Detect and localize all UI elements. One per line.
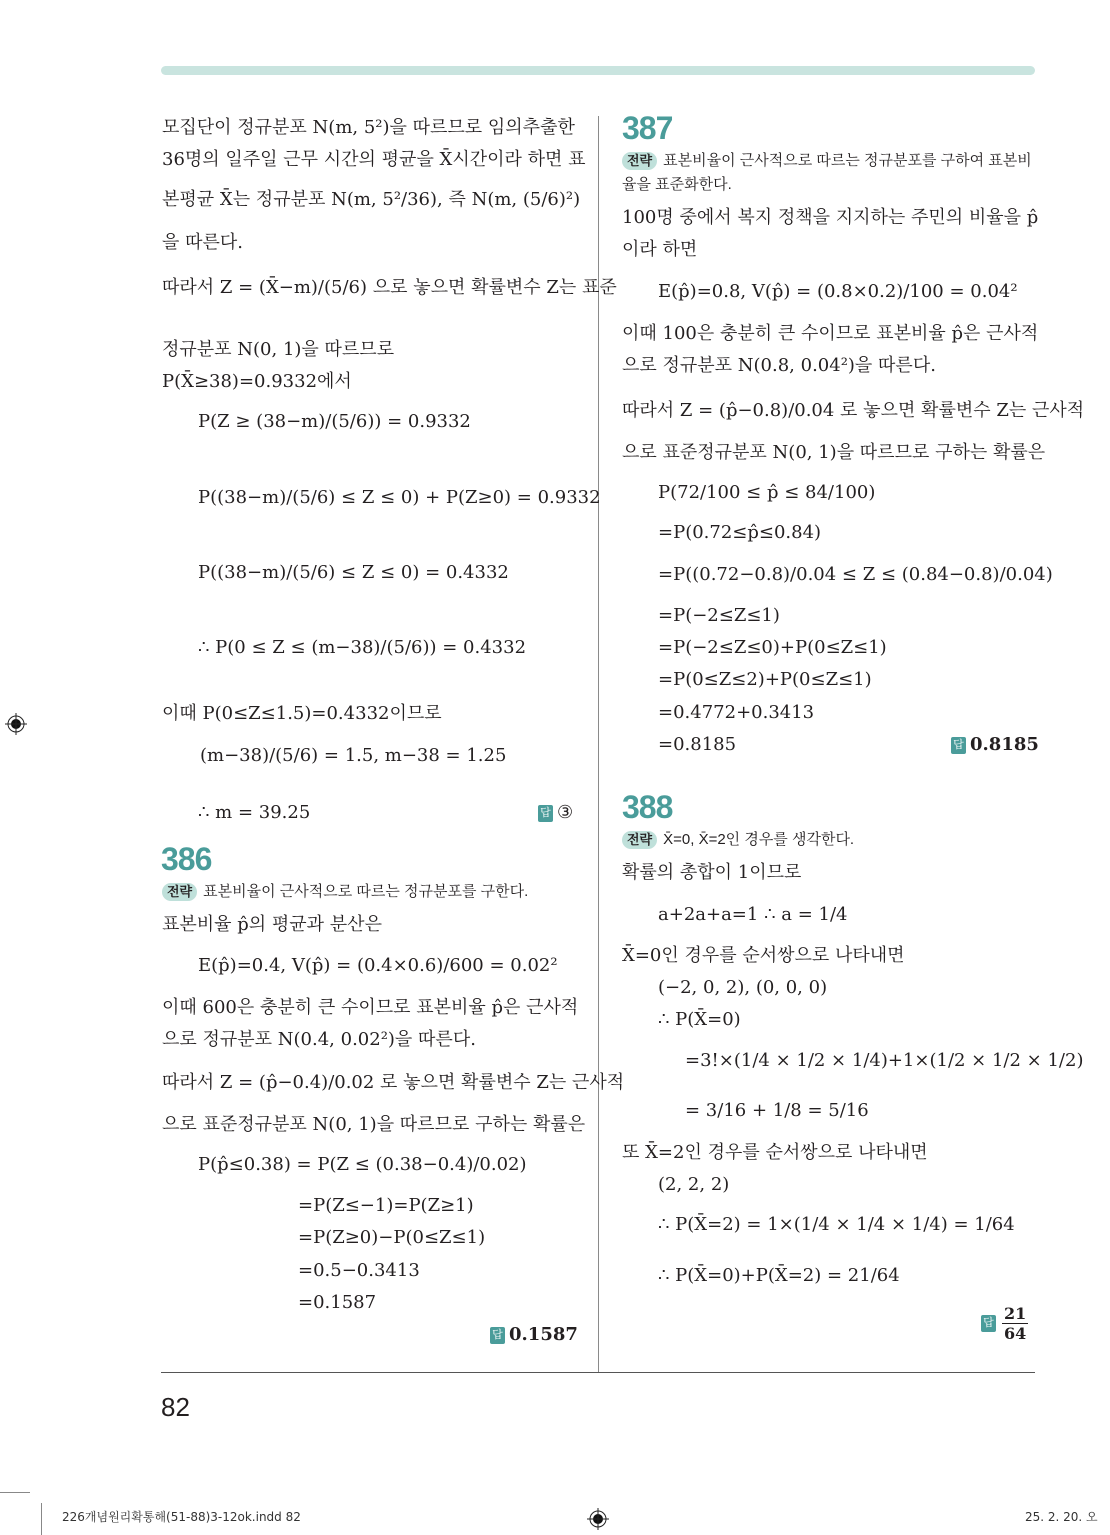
equation-line: (2, 2, 2): [658, 1174, 730, 1195]
equation-line: = 3/16 + 1/8 = 5/16: [685, 1100, 869, 1121]
equation-line: =0.5−0.3413: [298, 1260, 420, 1281]
answer-value: ③: [557, 802, 574, 823]
strategy-387: [622, 150, 1032, 172]
equation-line: =0.4772+0.3413: [658, 702, 815, 723]
equation-line: P((38−m)/(5/6) ≤ Z ≤ 0) + P(Z≥0) = 0.9332: [198, 487, 601, 508]
strategy-tag: 전략: [622, 831, 657, 849]
text-line: 또 X̄=2인 경우를 순서쌍으로 나타내면: [622, 1142, 928, 1163]
equation-line: =P(Z≥0)−P(0≤Z≤1): [298, 1227, 486, 1248]
answer-label-icon: 답: [981, 1315, 996, 1332]
equation-line: (−2, 0, 2), (0, 0, 0): [658, 977, 828, 998]
strategy-387-cont: 율을 표준화한다.: [622, 176, 732, 193]
equation-line: ∴ P(X̄=0): [658, 1009, 741, 1030]
footer-filename: 226개념원리확통해(51-88)3-12ok.indd 82: [62, 1510, 301, 1524]
text-line: 으로 표준정규분포 N(0, 1)을 따르므로 구하는 확률은: [162, 1114, 586, 1135]
text-line: 36명의 일주일 근무 시간의 평균을 X̄시간이라 하면 표: [162, 149, 586, 170]
equation-line: =P(Z≤−1)=P(Z≥1): [298, 1195, 474, 1216]
equation-line: P((38−m)/(5/6) ≤ Z ≤ 0) = 0.4332: [198, 562, 509, 583]
text-line: 모집단이 정규분포 N(m, 5²)을 따르므로 임의추출한: [162, 117, 575, 138]
equation-line: =P(0.72≤p̂≤0.84): [658, 522, 822, 543]
answer-label-icon: 답: [538, 805, 553, 822]
top-decorative-bar: [161, 66, 1035, 75]
answer-385: [538, 801, 573, 825]
text-line: 으로 표준정규분포 N(0, 1)을 따르므로 구하는 확률은: [622, 442, 1046, 463]
equation-line: P(72/100 ≤ p̂ ≤ 84/100): [658, 482, 876, 503]
equation-line: ∴ P(0 ≤ Z ≤ (m−38)/(5/6)) = 0.4332: [198, 637, 527, 658]
strategy-text: 표본비율이 근사적으로 따르는 정규분포를 구하여 표본비: [663, 152, 1032, 169]
equation-line: ∴ P(X̄=2) = 1×(1/4 × 1/4 × 1/4) = 1/64: [658, 1214, 1015, 1235]
text-line: 확률의 총합이 1이므로: [622, 862, 802, 883]
text-line: 으로 정규분포 N(0.8, 0.04²)을 따른다.: [622, 355, 936, 376]
equation-line: =P(0≤Z≤2)+P(0≤Z≤1): [658, 669, 872, 690]
text-line: 100명 중에서 복지 정책을 지지하는 주민의 비율을 p̂: [622, 207, 1039, 228]
problem-number-387: 387: [622, 110, 673, 146]
text-line: P(X̄≥38)=0.9332에서: [162, 371, 352, 392]
footer-date: 25. 2. 20. 오: [1025, 1510, 1098, 1524]
text-line: 을 따른다.: [162, 232, 243, 253]
strategy-tag: 전략: [162, 883, 197, 901]
strategy-text: X̄=0, X̄=2인 경우를 생각한다.: [663, 831, 855, 848]
problem-number-388: 388: [622, 789, 673, 825]
equation-line: P(Z ≥ (38−m)/(5/6)) = 0.9332: [198, 411, 471, 432]
text-line: 정규분포 N(0, 1)을 따르므로: [162, 339, 395, 360]
equation-line: ∴ m = 39.25: [198, 802, 311, 823]
text-line: 이때 600은 충분히 큰 수이므로 표본비율 p̂은 근사적: [162, 997, 579, 1018]
problem-number-386: 386: [161, 841, 212, 877]
strategy-386: [162, 881, 528, 903]
registration-mark-icon: [587, 1508, 609, 1530]
text-line: 따라서 Z = (p̂−0.8)/0.04 로 놓으면 확률변수 Z는 근사적: [622, 400, 1085, 421]
text-line: 따라서 Z = (p̂−0.4)/0.02 로 놓으면 확률변수 Z는 근사적: [162, 1072, 625, 1093]
equation-line: =0.1587: [298, 1292, 377, 1313]
footer-rule: [161, 1372, 1035, 1373]
text-line: 이때 P(0≤Z≤1.5)=0.4332이므로: [162, 703, 442, 724]
equation-line: a+2a+a=1 ∴ a = 1/4: [658, 904, 848, 925]
page-number: 82: [161, 1392, 190, 1422]
strategy-tag: 전략: [622, 152, 657, 170]
answer-386: [490, 1323, 578, 1347]
equation-line: =3!×(1/4 × 1/2 × 1/4)+1×(1/2 × 1/2 × 1/2): [685, 1050, 1084, 1071]
text-line: 으로 정규분포 N(0.4, 0.02²)을 따른다.: [162, 1029, 476, 1050]
strategy-text: 표본비율이 근사적으로 따르는 정규분포를 구한다.: [203, 883, 529, 900]
equation-line: =P(−2≤Z≤1): [658, 605, 780, 626]
equation-line: =0.8185: [658, 734, 737, 755]
text-line: 이라 하면: [622, 239, 698, 260]
answer-387: [951, 733, 1039, 757]
text-line: 본평균 X̄는 정규분포 N(m, 5²/36), 즉 N(m, (5/6)²): [162, 189, 581, 210]
text-line: 표본비율 p̂의 평균과 분산은: [162, 914, 382, 935]
answer-numerator: 21: [1004, 1304, 1027, 1323]
strategy-388: [622, 829, 854, 851]
crop-mark: [41, 1503, 42, 1535]
equation-line: (m−38)/(5/6) = 1.5, m−38 = 1.25: [200, 745, 507, 766]
registration-mark-icon: [5, 713, 27, 735]
crop-mark: [0, 1492, 30, 1493]
text-line: 이때 100은 충분히 큰 수이므로 표본비율 p̂은 근사적: [622, 323, 1039, 344]
equation-line: P(p̂≤0.38) = P(Z ≤ (0.38−0.4)/0.02): [198, 1154, 527, 1175]
answer-388: [981, 1304, 1030, 1343]
answer-fraction: [1002, 1304, 1028, 1343]
answer-value: 0.8185: [970, 734, 1039, 755]
answer-label-icon: 답: [490, 1327, 505, 1344]
answer-value: 0.1587: [509, 1324, 578, 1345]
text-line: 따라서 Z = (X̄−m)/(5/6) 으로 놓으면 확률변수 Z는 표준: [162, 277, 617, 298]
answer-denominator: 64: [1004, 1324, 1027, 1343]
text-line: X̄=0인 경우를 순서쌍으로 나타내면: [622, 945, 905, 966]
answer-label-icon: 답: [951, 737, 966, 754]
column-divider: [598, 116, 599, 1373]
equation-line: ∴ P(X̄=0)+P(X̄=2) = 21/64: [658, 1265, 900, 1286]
equation-line: =P(−2≤Z≤0)+P(0≤Z≤1): [658, 637, 887, 658]
equation-line: E(p̂)=0.8, V(p̂) = (0.8×0.2)/100 = 0.04²: [658, 281, 1018, 302]
equation-line: E(p̂)=0.4, V(p̂) = (0.4×0.6)/600 = 0.02²: [198, 955, 558, 976]
equation-line: =P((0.72−0.8)/0.04 ≤ Z ≤ (0.84−0.8)/0.04): [658, 564, 1053, 585]
